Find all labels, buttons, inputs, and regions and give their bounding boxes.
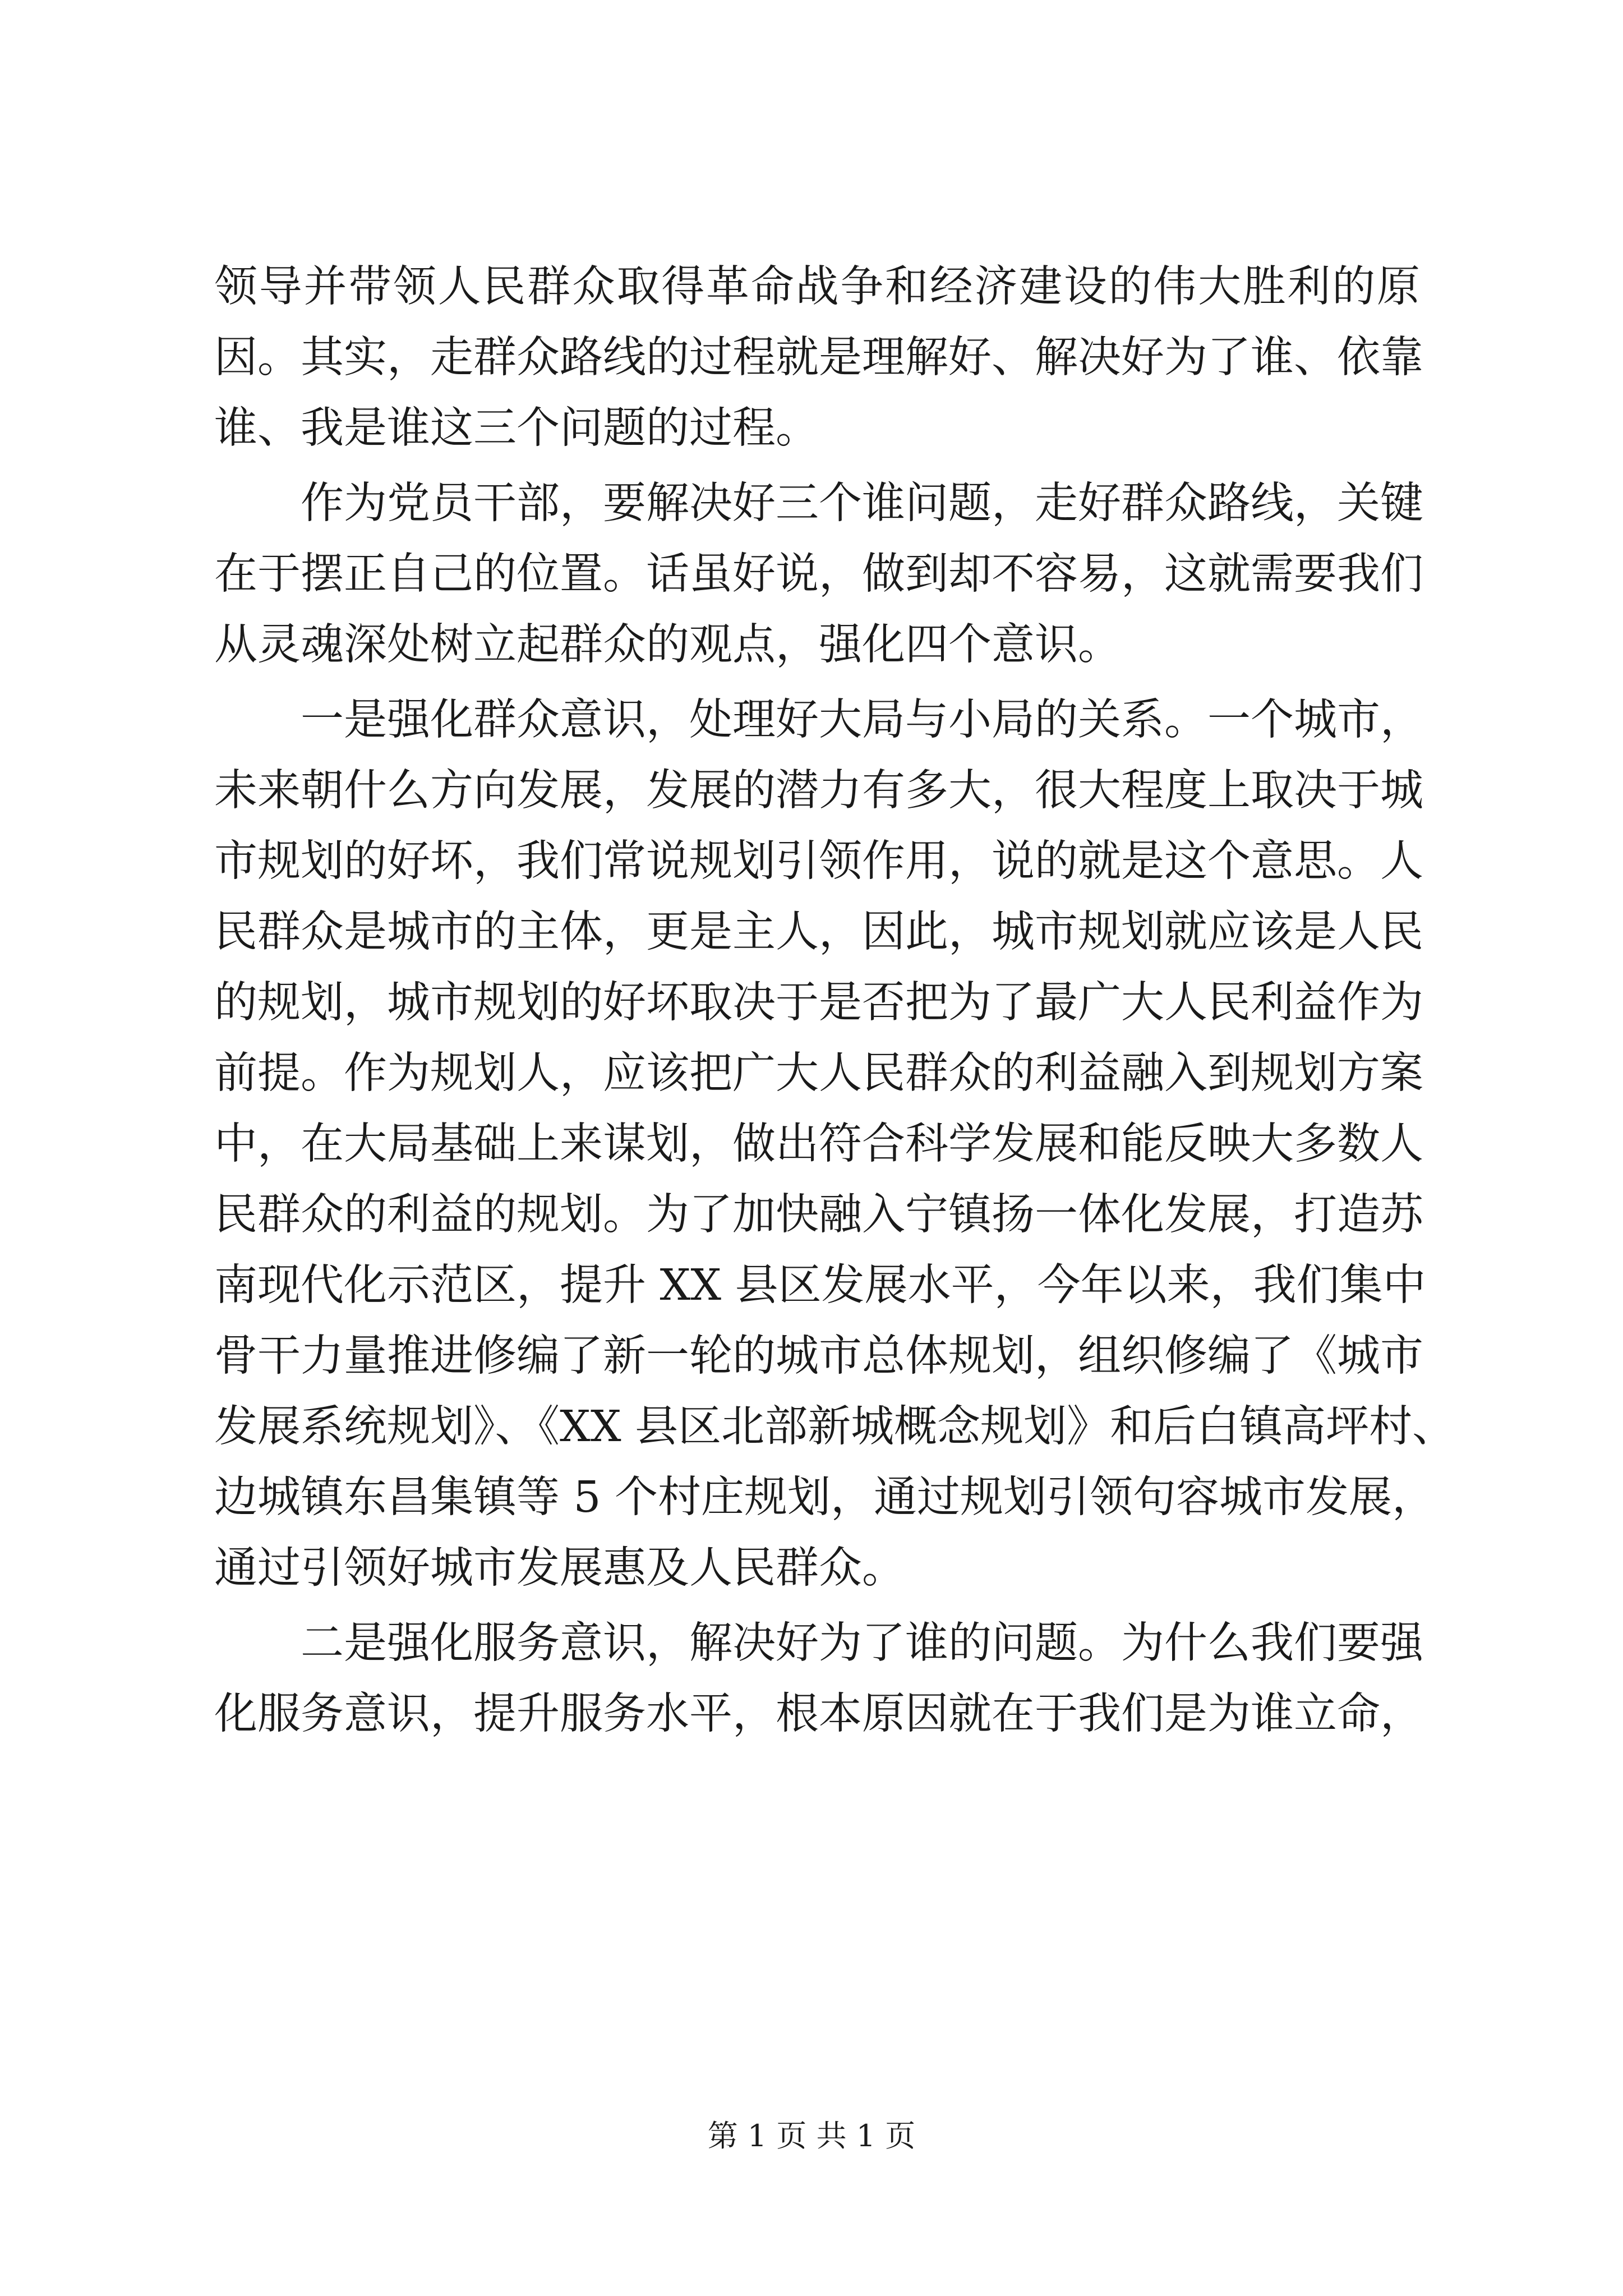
paragraph-3-line-7: 中，在大局基础上来谋划，做出符合科学发展和能反映大多数人 bbox=[214, 1119, 1423, 1169]
paragraph-2-line-1: 作为党员干部，要解决好三个谁问题，走好群众路线，关键 bbox=[301, 478, 1423, 528]
paragraph-2-line-3: 从灵魂深处树立起群众的观点，强化四个意识。 bbox=[214, 620, 1121, 670]
paragraph-3-line-13: 通过引领好城市发展惠及人民群众。 bbox=[214, 1543, 905, 1593]
paragraph-3-line-2: 未来朝什么方向发展，发展的潜力有多大，很大程度上取决于城 bbox=[214, 766, 1423, 816]
paragraph-3-line-12: 边城镇东昌集镇等 5 个村庄规划，通过规划引领句容城市发展， bbox=[214, 1473, 1435, 1522]
paragraph-3-line-4: 民群众是城市的主体，更是主人，因此，城市规划就应该是人民 bbox=[214, 907, 1423, 957]
paragraph-3-line-5: 的规划，城市规划的好坏取决于是否把为了最广大人民利益作为 bbox=[214, 978, 1423, 1028]
paragraph-3-line-11: 发展系统规划》、《XX 县区北部新城概念规划》和后白镇高坪村、 bbox=[214, 1402, 1456, 1452]
paragraph-1-line-3: 谁、我是谁这三个问题的过程。 bbox=[214, 403, 819, 453]
page-footer: 第 1 页 共 1 页 bbox=[707, 2118, 916, 2154]
paragraph-3-line-1: 一是强化群众意识，处理好大局与小局的关系。一个城市， bbox=[301, 695, 1423, 745]
paragraph-3-line-8: 民群众的利益的规划。为了加快融入宁镇扬一体化发展，打造苏 bbox=[214, 1190, 1423, 1240]
paragraph-3-line-10: 骨干力量推进修编了新一轮的城市总体规划，组织修编了《城市 bbox=[214, 1331, 1423, 1381]
paragraph-4-line-1: 二是强化服务意识，解决好为了谁的问题。为什么我们要强 bbox=[301, 1618, 1423, 1668]
paragraph-1-line-1: 领导并带领人民群众取得革命战争和经济建设的伟大胜利的原 bbox=[214, 262, 1420, 312]
paragraph-3-line-6: 前提。作为规划人，应该把广大人民群众的利益融入到规划方案 bbox=[214, 1048, 1423, 1098]
paragraph-2-line-2: 在于摆正自己的位置。话虽好说，做到却不容易，这就需要我们 bbox=[214, 549, 1423, 599]
paragraph-3-line-3: 市规划的好坏，我们常说规划引领作用，说的就是这个意思。人 bbox=[214, 836, 1423, 886]
paragraph-3-line-9: 南现代化示范区，提升 XX 县区发展水平，今年以来，我们集中 bbox=[214, 1260, 1426, 1310]
paragraph-1-line-2: 因。其实，走群众路线的过程就是理解好、解决好为了谁、依靠 bbox=[214, 333, 1423, 383]
paragraph-4-line-2: 化服务意识，提升服务水平，根本原因就在于我们是为谁立命， bbox=[214, 1689, 1423, 1739]
